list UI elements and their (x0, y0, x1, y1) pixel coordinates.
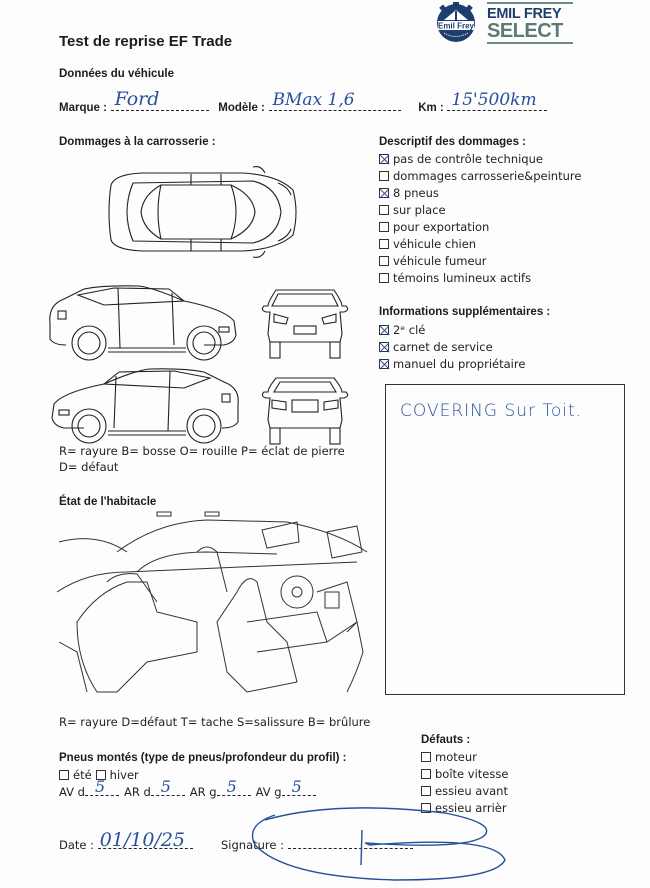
tire-depth-field[interactable] (151, 777, 185, 796)
tire-type-label: été (73, 768, 92, 782)
checkbox-icon[interactable] (379, 273, 389, 283)
additional-info-item (379, 339, 525, 356)
damage-description-label: véhicule fumeur (393, 254, 487, 268)
damage-description-label: témoins lumineux actifs (393, 271, 532, 285)
defect-label: moteur (435, 750, 477, 764)
damage-description-item (379, 219, 581, 236)
damage-description-item (379, 270, 581, 287)
checkbox-icon[interactable] (421, 769, 431, 779)
damage-description-item (379, 253, 581, 270)
km-field[interactable] (447, 90, 547, 111)
car-top-view-icon[interactable] (103, 165, 303, 264)
car-side-right-icon[interactable] (44, 368, 244, 447)
notes-handwritten-text: COVERING Sur Toit. (400, 401, 583, 421)
tire-depth-value: 5 (94, 777, 106, 796)
wordmark-bottom: SELECT (487, 22, 573, 44)
form-title: Test de reprise EF Trade (59, 33, 233, 50)
model-label: Modèle : (218, 102, 265, 114)
tire-depth-field[interactable] (85, 777, 119, 796)
bodywork-heading: Dommages à la carrosserie : (59, 136, 216, 148)
tire-depth-label: AR g (189, 785, 217, 799)
vehicle-data-row (59, 88, 547, 114)
car-interior-icon[interactable] (57, 512, 375, 706)
damage-description-item (379, 151, 581, 168)
emil-frey-select-wordmark (487, 2, 573, 44)
tire-depth-label: AR d (123, 785, 151, 799)
defect-label: essieu avant (435, 784, 508, 798)
handwritten-signature (245, 805, 515, 888)
tire-depth-row (59, 777, 321, 801)
checkbox-icon[interactable] (379, 171, 389, 181)
date-row (59, 829, 193, 852)
tire-depth-value: 5 (160, 777, 171, 796)
bodywork-legend: R= rayure B= bosse O= rouille P= éclat de pierre D= défaut (59, 444, 345, 474)
checkbox-icon[interactable] (379, 239, 389, 249)
tire-depth-label: AV g (255, 785, 282, 799)
defect-item (421, 783, 508, 800)
interior-legend: R= rayure D=défaut T= tache S=salissure B= brûlure (59, 715, 371, 729)
damage-description-item (379, 185, 581, 202)
checkbox-checked-icon[interactable] (379, 188, 389, 198)
model-value: BMax 1,6 (272, 90, 355, 110)
date-field[interactable] (98, 829, 193, 851)
emblem-text: Emil Frey (437, 21, 475, 31)
additional-info-label: manuel du propriétaire (393, 357, 526, 371)
defect-item (421, 749, 508, 766)
damage-description-list (379, 151, 581, 287)
additional-info-heading: Informations supplémentaires : (379, 306, 551, 318)
checkbox-icon[interactable] (379, 222, 389, 232)
defect-label: boîte vitesse (435, 767, 509, 781)
damage-description-item (379, 202, 581, 219)
make-label: Marque : (59, 102, 107, 114)
damage-description-heading: Descriptif des dommages : (379, 136, 526, 148)
tire-depth-field[interactable] (282, 777, 316, 796)
interior-heading: État de l'habitacle (59, 496, 157, 508)
damage-description-item (379, 236, 581, 253)
damage-description-label: pour exportation (393, 220, 490, 234)
checkbox-icon[interactable] (379, 205, 389, 215)
damage-description-item (379, 168, 581, 185)
emil-frey-emblem-logo (432, 2, 480, 44)
date-value: 01/10/25 (99, 829, 186, 851)
tire-type-label: hiver (109, 768, 139, 782)
checkbox-checked-icon[interactable] (379, 359, 389, 369)
tire-depth-field[interactable] (217, 777, 251, 796)
checkbox-checked-icon[interactable] (379, 325, 389, 335)
car-side-left-icon[interactable] (44, 283, 244, 367)
damage-description-label: sur place (393, 203, 446, 217)
car-rear-view-icon[interactable] (258, 372, 352, 450)
tires-heading: Pneus montés (type de pneus/profondeur du profil) : (59, 752, 347, 764)
defects-heading: Défauts : (421, 734, 471, 746)
km-value: 15'500km (451, 90, 537, 110)
additional-info-label: carnet de service (393, 340, 493, 354)
vehicle-data-heading: Données du véhicule (59, 68, 175, 80)
checkbox-checked-icon[interactable] (379, 154, 389, 164)
additional-info-list (379, 322, 525, 373)
car-front-view-icon[interactable] (258, 284, 352, 364)
date-label: Date : (59, 838, 95, 852)
additional-info-item (379, 322, 525, 339)
checkbox-icon[interactable] (59, 770, 69, 780)
damage-description-label: dommages carrosserie&peinture (393, 169, 582, 183)
tire-depth-value: 5 (226, 777, 237, 796)
checkbox-checked-icon[interactable] (379, 342, 389, 352)
signature-label: Signature : (221, 838, 285, 852)
defect-item (421, 766, 508, 783)
damage-description-label: 8 pneus (393, 186, 439, 200)
tire-depth-label: AV d (59, 785, 85, 799)
defect-label: essieu arrièr (435, 801, 507, 815)
checkbox-icon[interactable] (421, 786, 431, 796)
tire-depth-value: 5 (291, 777, 302, 796)
make-field[interactable] (111, 88, 209, 111)
model-field[interactable] (269, 90, 401, 111)
km-label: Km : (418, 102, 444, 114)
checkbox-icon[interactable] (421, 752, 431, 762)
additional-info-label: 2ᵉ clé (393, 323, 426, 337)
wordmark-top: EMIL FREY (487, 2, 573, 22)
make-value: Ford (114, 88, 160, 110)
notes-box[interactable] (385, 384, 625, 695)
additional-info-item (379, 356, 525, 373)
damage-description-label: pas de contrôle technique (393, 152, 543, 166)
damage-description-label: véhicule chien (393, 237, 477, 251)
checkbox-icon[interactable] (379, 256, 389, 266)
